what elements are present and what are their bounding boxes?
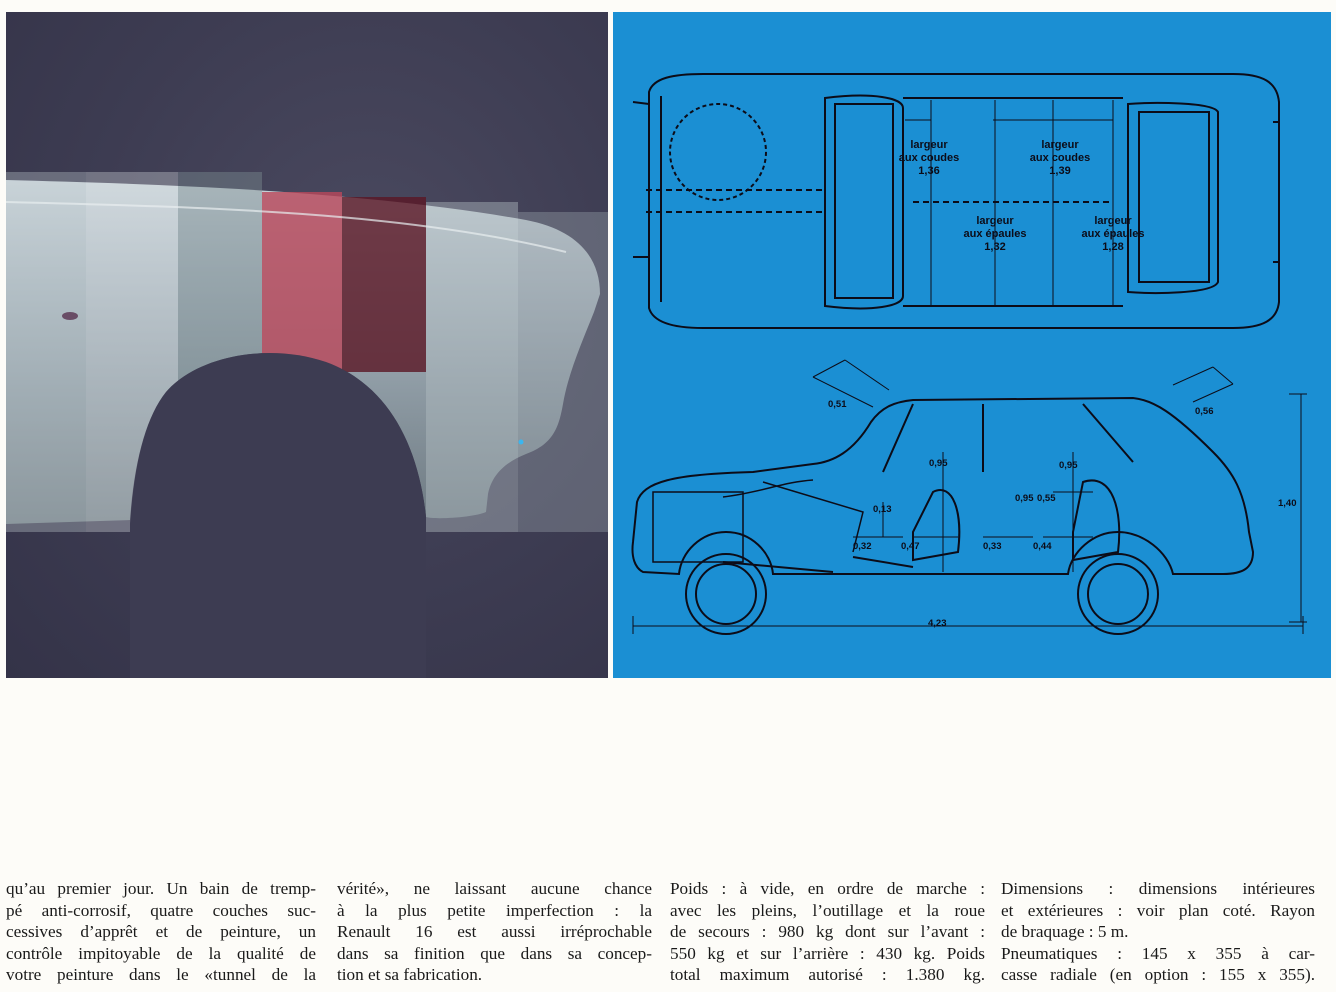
text-line: total maximum autorisé : 1.380 kg.	[670, 965, 985, 984]
text-line: et extérieures : voir plan coté. Rayon	[1001, 900, 1315, 920]
shoulder-width-rear-line1: largeur	[1094, 215, 1132, 227]
text-line: pé anti-corrosif, quatre couches suc-	[6, 900, 316, 920]
text-line: de secours : 980 kg dont sur l’avant :	[670, 922, 985, 941]
blueprint-drawing	[613, 12, 1331, 678]
text-column-paint-process	[6, 878, 316, 986]
text-line: dans sa finition que dans sa concep-	[337, 943, 652, 963]
elbow-width-front-line1: largeur	[910, 139, 948, 151]
dim-rear-seat-floor: 0,33	[983, 541, 1002, 552]
text-line: cessives d’apprêt et de peinture, un	[6, 922, 316, 941]
text-line: Renault 16 est aussi irréprochable	[337, 922, 652, 941]
elbow-width-rear-line2: aux coudes	[1029, 152, 1091, 164]
dim-rear-legroom: 0,55	[1037, 493, 1056, 504]
text-line: à la plus petite imperfection : la	[337, 900, 652, 920]
fender-photo	[6, 12, 608, 678]
text-line: 550 kg et sur l’arrière : 430 kg. Poids	[670, 943, 985, 963]
shoulder-width-rear-line2: aux épaules	[1081, 228, 1145, 240]
text-line: contrôle impitoyable de la qualité de	[6, 943, 316, 963]
shoulder-width-front-line1: largeur	[976, 215, 1014, 227]
dim-rear-seat-depth: 0,44	[1033, 541, 1052, 552]
dim-front-seat-height: 0,32	[853, 541, 872, 552]
text-line: tion et sa fabrication.	[337, 965, 483, 984]
top-view-labels	[899, 139, 1145, 253]
dim-windshield: 0,51	[828, 399, 847, 410]
elbow-width-rear-line1: largeur	[1041, 139, 1079, 151]
fender-illustration	[6, 12, 608, 678]
dim-rear-window: 0,56	[1195, 406, 1214, 417]
text-line: votre peinture dans le «tunnel de la	[6, 965, 316, 984]
dim-pedal-height: 0,13	[873, 504, 892, 515]
text-line: casse radiale (en option : 155 x 355).	[1001, 965, 1315, 984]
top-view	[633, 74, 1279, 328]
dim-rear-headroom: 0,95	[1059, 460, 1078, 471]
text-line: avec les pleins, l’outillage et la roue	[670, 900, 985, 920]
dim-front-seat-depth: 0,47	[901, 541, 920, 552]
wheel-arch	[130, 353, 426, 678]
elbow-width-rear-value: 1,39	[1049, 165, 1071, 177]
shoulder-width-front-value: 1,32	[984, 241, 1006, 253]
dim-front-headroom: 0,95	[929, 458, 948, 469]
shoulder-width-front-line2: aux épaules	[963, 228, 1027, 240]
dim-length: 4,23	[928, 618, 947, 629]
elbow-width-front-line2: aux coudes	[898, 152, 960, 164]
text-line: vérité», ne laissant aucune chance	[337, 879, 652, 898]
fender-marker	[62, 312, 78, 320]
side-view-dimensions	[828, 399, 1297, 629]
text-column-weight	[670, 878, 985, 986]
dim-height: 1,40	[1278, 498, 1297, 509]
dim-rear-seat-height: 0,95	[1015, 493, 1034, 504]
dimension-lines	[633, 360, 1307, 634]
car-blueprint	[613, 12, 1331, 678]
text-line: de braquage : 5 m.	[1001, 922, 1129, 941]
text-line: Pneumatiques : 145 x 355 à car-	[1001, 943, 1315, 963]
elbow-width-front-value: 1,36	[918, 165, 940, 177]
text-column-quality	[337, 878, 652, 986]
text-line: Poids : à vide, en ordre de marche :	[670, 879, 985, 898]
text-column-dimensions	[1001, 878, 1315, 986]
text-line: qu’au premier jour. Un bain de tremp-	[6, 879, 316, 898]
text-line: Dimensions : dimensions intérieures	[1001, 879, 1315, 898]
shoulder-width-rear-value: 1,28	[1102, 241, 1124, 253]
